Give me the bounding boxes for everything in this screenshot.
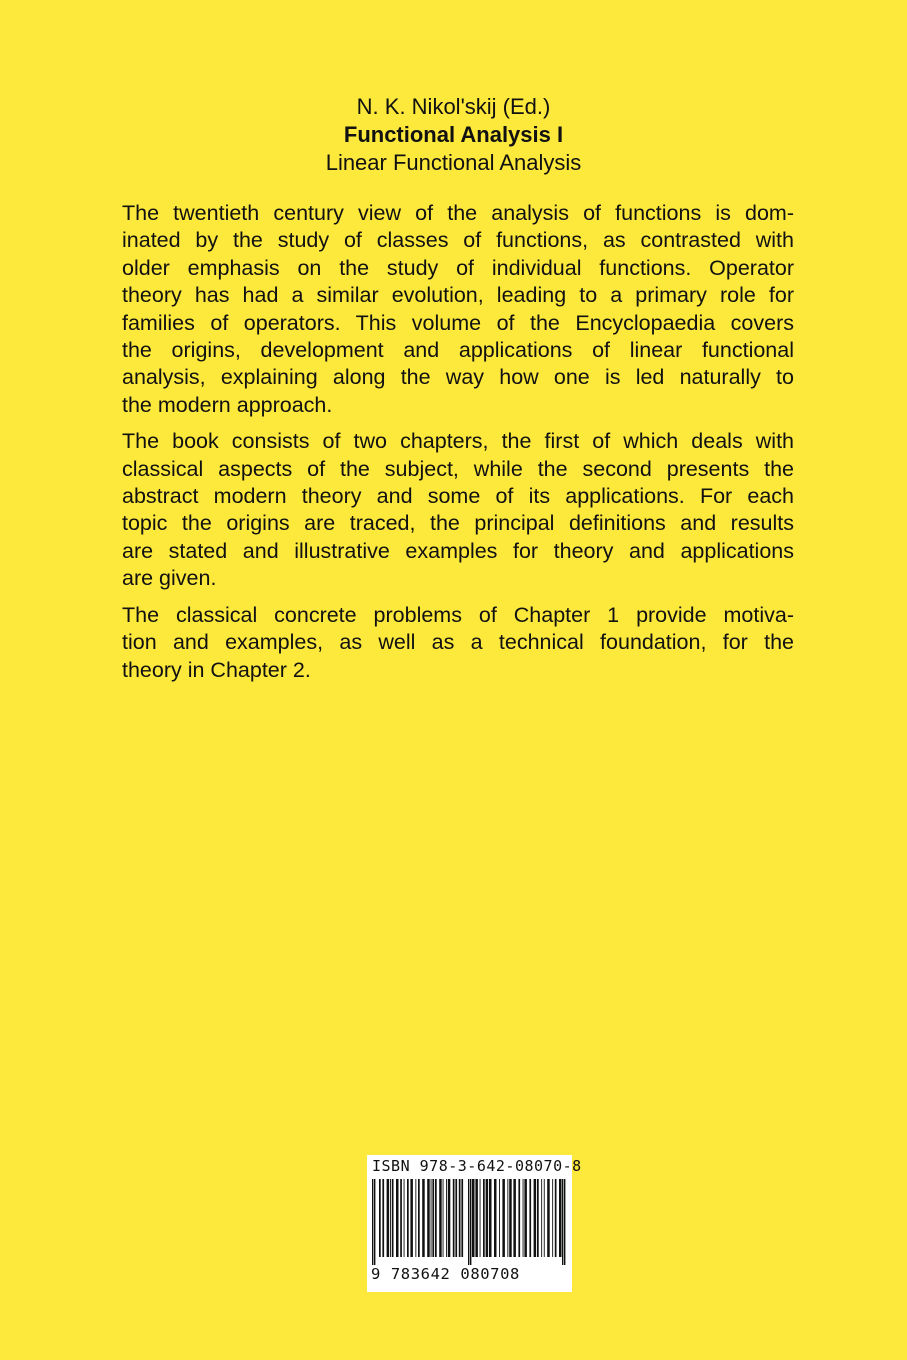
text-line: theory in Chapter 2. [122, 657, 311, 682]
paragraph-3 [122, 602, 794, 684]
barcode-bar [472, 1179, 475, 1257]
barcode-bar [400, 1179, 402, 1257]
barcode-bar [502, 1179, 505, 1257]
text-line: the origins, development and applications of linear functional [122, 338, 794, 363]
barcode-bar [455, 1179, 457, 1257]
barcode-bar [529, 1179, 531, 1257]
barcode-bar [544, 1179, 545, 1257]
barcode-guard-bar [470, 1179, 471, 1265]
barcode-bar [410, 1179, 413, 1257]
barcode-bar [534, 1179, 537, 1257]
text-line: are stated and illustrative examples for theory and applications [122, 538, 794, 563]
text-line: the modern approach. [122, 392, 333, 417]
text-line: tion and examples, as well as a technical foundation, for the [122, 630, 794, 655]
text-line: families of operators. This volume of the Encyclopaedia covers [122, 310, 794, 335]
book-subtitle: Linear Functional Analysis [325, 150, 582, 175]
barcode-bar [432, 1179, 434, 1257]
barcode-bar [453, 1179, 455, 1257]
text-line: are given. [122, 566, 217, 591]
text-line: The classical concrete problems of Chapter 1 provide motiva- [122, 602, 794, 627]
barcode-bar [379, 1179, 381, 1257]
text-line: The twentieth century view of the analysis of functions is dom- [122, 201, 794, 225]
isbn-label: ISBN 978-3-642-08070-8 [372, 1157, 582, 1175]
barcode-bar [475, 1179, 478, 1257]
text-line: classical aspects of the subject, while the second presents the [122, 456, 794, 481]
barcode-bar [507, 1179, 508, 1257]
header [0, 93, 907, 177]
paragraph-1 [122, 200, 794, 419]
barcode-bar [443, 1179, 444, 1257]
barcode-digits: 9 783642 080708 [371, 1265, 520, 1283]
barcode-bar [489, 1179, 492, 1257]
barcode-bar [524, 1179, 527, 1257]
barcode-bar [435, 1179, 437, 1257]
barcode-bar [459, 1179, 461, 1257]
barcode-guard-bar [374, 1179, 375, 1265]
text-line: analysis, explaining along the way how one is led naturally to [122, 365, 794, 390]
barcode-bar [480, 1179, 481, 1257]
barcode-bar [387, 1179, 390, 1257]
barcode-bar [431, 1179, 432, 1257]
barcode-bar [439, 1179, 442, 1257]
barcode-bar [396, 1179, 399, 1257]
barcode-bar [418, 1179, 420, 1257]
text-line: abstract modern theory and some of its applications. For each [122, 484, 794, 509]
barcode-bar [415, 1179, 416, 1257]
text-line: inated by the study of classes of functions, as contrasted with [122, 228, 794, 253]
paragraph-2 [122, 428, 794, 592]
text-line: theory has had a similar evolution, leading to a primary role for [122, 283, 794, 308]
barcode-bar [552, 1179, 553, 1257]
barcode-bar [422, 1179, 425, 1257]
barcode-bar [486, 1179, 489, 1257]
barcode-bar [541, 1179, 542, 1257]
barcode-bar [555, 1179, 557, 1257]
barcode-bar [392, 1179, 394, 1257]
barcode-guard-bar [564, 1179, 565, 1265]
barcode-bar [499, 1179, 500, 1257]
text-line: The book consists of two chapters, the first of which deals with [122, 429, 794, 454]
barcode-bars-icon [371, 1179, 567, 1265]
book-title: Functional Analysis I [343, 122, 564, 147]
barcode-bar [390, 1179, 391, 1257]
barcode-bar [407, 1179, 409, 1257]
editor-name: N. K. Nikol'skij (Ed.) [356, 94, 551, 119]
barcode-bar [494, 1179, 497, 1257]
barcode-bar [382, 1179, 384, 1257]
barcode-bar [523, 1179, 524, 1257]
barcode-bar [404, 1179, 405, 1257]
barcode-bar [513, 1179, 516, 1257]
barcode-guard-bar [562, 1179, 563, 1265]
barcode-bar [483, 1179, 485, 1257]
barcode-bar [461, 1179, 463, 1257]
description [122, 200, 794, 693]
isbn-barcode [367, 1155, 582, 1292]
text-line: topic the origins are traced, the principal definitions and results [122, 511, 794, 536]
barcode-bar [547, 1179, 550, 1257]
barcode-bar [518, 1179, 520, 1257]
barcode-bar [537, 1179, 539, 1257]
barcode-guard-bar [468, 1179, 469, 1265]
barcode-bar [427, 1179, 430, 1257]
barcode-bar [509, 1179, 512, 1257]
barcode-bar [446, 1179, 447, 1257]
barcode-bar [448, 1179, 451, 1257]
barcode-bar [559, 1179, 562, 1257]
text-line: older emphasis on the study of individual functions. Operator [122, 255, 794, 280]
barcode-guard-bar [372, 1179, 373, 1265]
